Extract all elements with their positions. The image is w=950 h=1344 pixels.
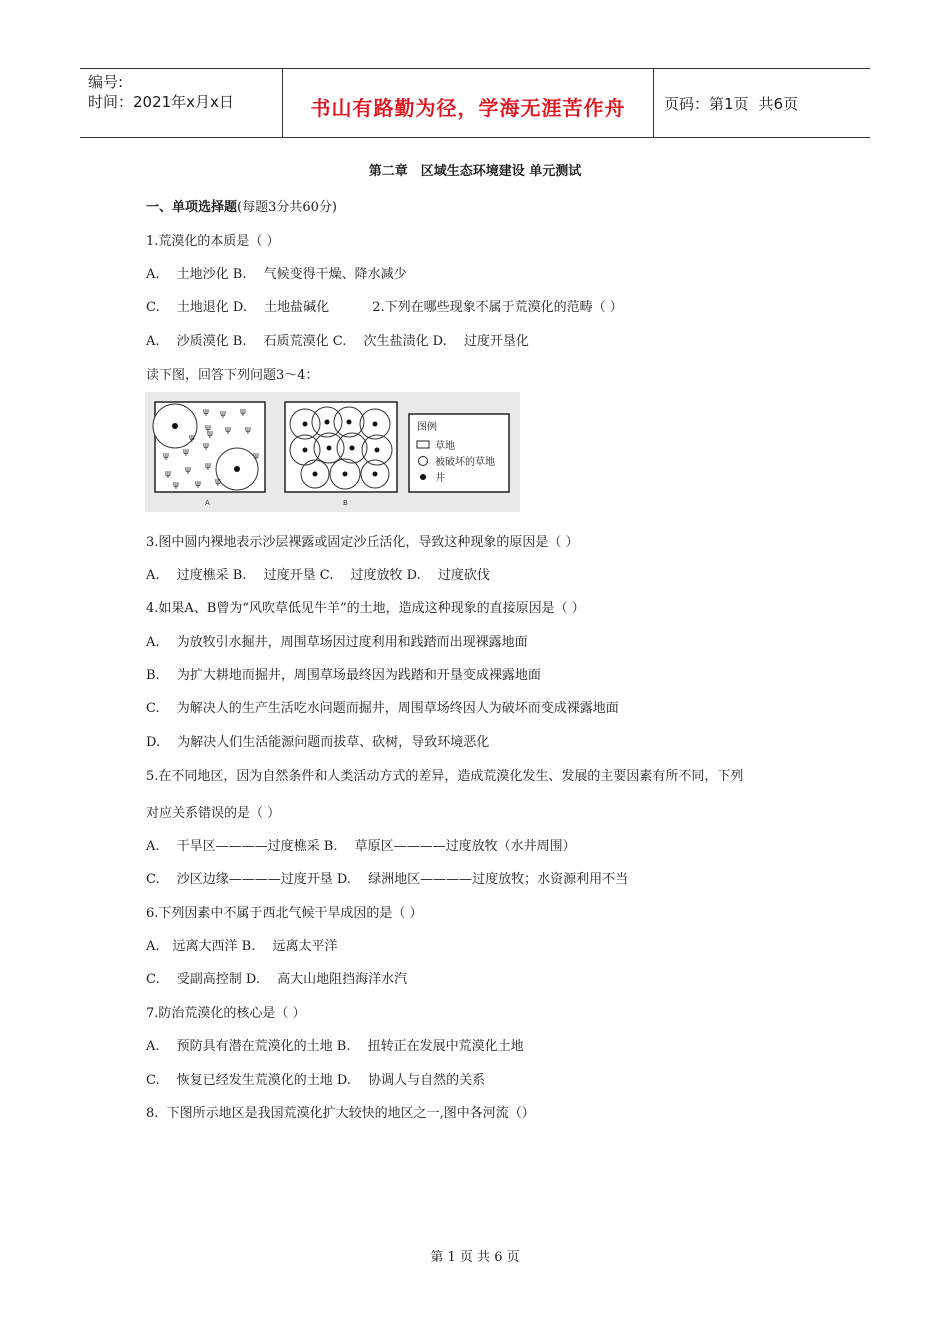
svg-text:ψ: ψ (205, 461, 211, 471)
header-meta (80, 69, 282, 137)
page-label: 页码：第1页 (664, 94, 749, 113)
grassland-figure (145, 392, 520, 512)
page-footer: 第 1 页 共 6 页 (430, 1250, 520, 1265)
panel-a-well (172, 423, 178, 429)
legend-well-swatch (420, 474, 426, 480)
question-5-continued: 对应关系错误的是（ ） (146, 806, 281, 821)
grassland-diagram (145, 392, 520, 512)
question-5-options-ab: A. 干旱区————过度樵采 B. 草原区————过度放牧（水井周围） (146, 839, 576, 854)
panel-a-label: A (205, 499, 210, 507)
figure-instruction: 读下图，回答下列问题3～4： (146, 368, 319, 383)
panel-a-well (234, 466, 240, 472)
svg-text:ψ: ψ (220, 409, 226, 419)
question-1-options-cd: C. 土地退化 D. 土地盐碱化 2.下列在哪些现象不属于荒漠化的范畴（ ） (146, 300, 623, 315)
section-heading (146, 196, 337, 215)
header-motto (282, 69, 654, 137)
svg-text:ψ: ψ (195, 479, 201, 489)
svg-text:ψ: ψ (163, 451, 169, 461)
time-label: 时间：2021年x月x日 (88, 93, 234, 111)
svg-text:ψ: ψ (205, 423, 211, 433)
motto-text: 书山有路勤为径，学海无涯苦作舟 (310, 95, 626, 120)
svg-text:ψ: ψ (253, 451, 259, 461)
svg-text:ψ: ψ (240, 407, 246, 417)
svg-text:ψ: ψ (165, 469, 171, 479)
legend-damaged-label: 被破坏的草地 (435, 457, 495, 468)
legend-damaged-swatch (419, 457, 428, 466)
legend-grass-swatch (417, 441, 429, 448)
question-5: 5.在不同地区，因为自然条件和人类活动方式的差异，造成荒漠化发生、发展的主要因素有所不同，下列 (146, 769, 744, 784)
question-3-options: A. 过度樵采 B. 过度开垦 C. 过度放牧 D. 过度砍伐 (146, 568, 490, 583)
question-8: 8. 下图所示地区是我国荒漠化扩大较快的地区之一,图中各河流（） (146, 1106, 535, 1121)
question-7-options-cd: C. 恢复已经发生荒漠化的土地 D. 协调人与自然的关系 (146, 1073, 486, 1088)
question-1-options-ab: A. 土地沙化 B. 气候变得干燥、降水减少 (146, 267, 407, 282)
svg-text:ψ: ψ (183, 447, 189, 457)
question-6-options-cd: C. 受副高控制 D. 高大山地阻挡海洋水汽 (146, 972, 408, 987)
svg-text:ψ: ψ (189, 433, 195, 443)
svg-text:ψ: ψ (245, 425, 251, 435)
question-7-options-ab: A. 预防具有潜在荒漠化的土地 B. 扭转正在发展中荒漠化土地 (146, 1039, 524, 1054)
svg-text:ψ: ψ (203, 407, 209, 417)
question-5-options-cd: C. 沙区边缘————过度开垦 D. 绿洲地区————过度放牧；水资源利用不当 (146, 872, 629, 887)
panel-b-label: B (343, 499, 348, 507)
legend-grass-label: 草地 (435, 441, 455, 452)
svg-text:ψ: ψ (225, 425, 231, 435)
question-4: 4.如果A、B曾为“风吹草低见牛羊”的土地，造成这种现象的直接原因是（ ） (146, 601, 585, 616)
legend-well-label: 井 (435, 473, 445, 484)
question-3: 3.图中圆内裸地表示沙层裸露或固定沙丘活化，导致这种现象的原因是（ ） (146, 535, 579, 550)
svg-text:ψ: ψ (203, 441, 209, 451)
section-title: 一、单项选择题 (146, 200, 238, 215)
svg-text:ψ: ψ (185, 465, 191, 475)
question-4-option-c: C. 为解决人的生产生活吃水问题而掘井，周围草场终因人为破坏而变成裸露地面 (146, 701, 619, 716)
section-note: (每题3分共60分) (237, 200, 337, 215)
page-header (80, 68, 870, 138)
question-4-option-d: D. 为解决人们生活能源问题而拔草、砍树，导致环境恶化 (146, 735, 490, 750)
header-page-info (654, 69, 870, 137)
question-7: 7.防治荒漠化的核心是（ ） (146, 1006, 306, 1021)
question-4-option-b: B. 为扩大耕地而掘井，周围草场最终因为践踏和开垦变成裸露地面 (146, 668, 541, 683)
svg-text:ψ: ψ (173, 480, 179, 490)
question-6-options-ab: A. 远离大西洋 B. 远离太平洋 (146, 939, 338, 954)
legend-title: 图例 (417, 422, 437, 433)
total-label: 共6页 (758, 94, 799, 113)
svg-text:ψ: ψ (207, 429, 213, 439)
question-6: 6.下列因素中不属于西北气候干旱成因的是（ ） (146, 906, 423, 921)
question-4-option-a: A. 为放牧引水掘井，周围草场因过度利用和践踏而出现裸露地面 (146, 635, 528, 650)
svg-text:ψ: ψ (215, 477, 221, 487)
question-2-options: A. 沙质漠化 B. 石质荒漠化 C. 次生盐渍化 D. 过度开垦化 (146, 334, 529, 349)
question-1: 1.荒漠化的本质是（ ） (146, 234, 280, 249)
number-label: 编号: (88, 73, 124, 91)
document-title: 第二章 区域生态环境建设 单元测试 (368, 164, 582, 179)
